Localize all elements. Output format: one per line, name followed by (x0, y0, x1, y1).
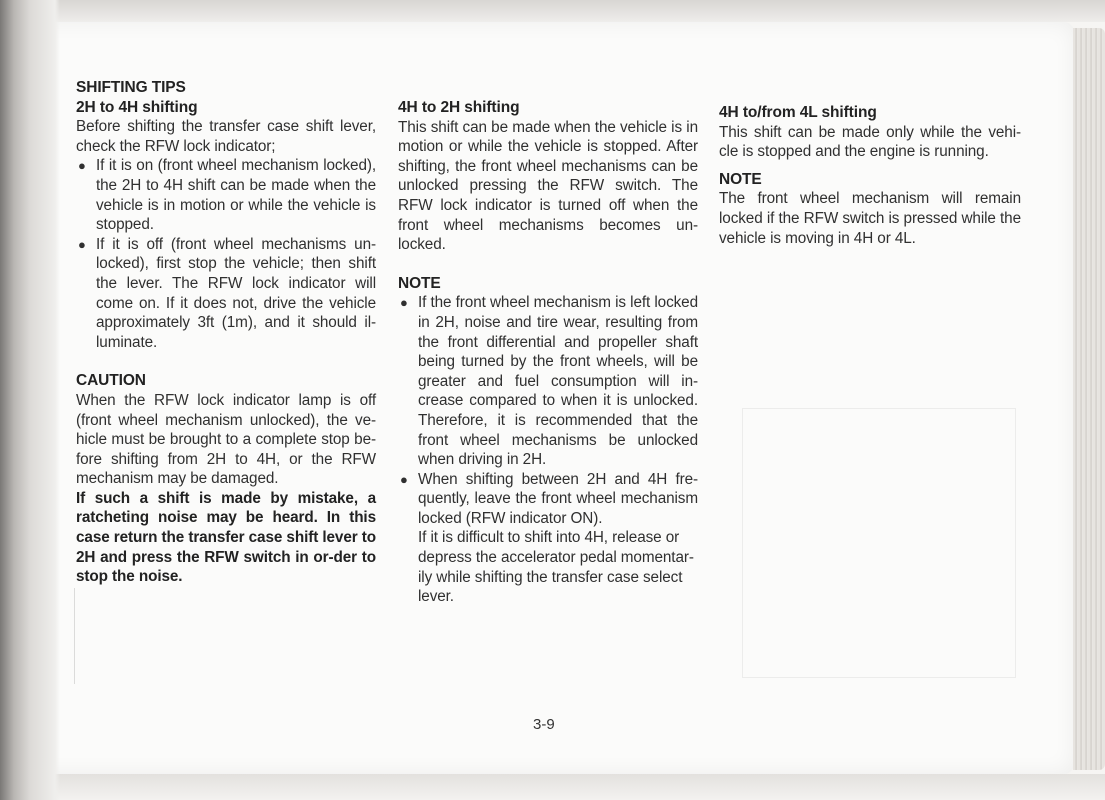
column-right (719, 103, 1021, 248)
caution-bold-text: If such a shift is made by mistake, a ratcheting noise may be heard. In this case return the transfer case shift lever to 2H and press the RFW switch in or-der to stop the noise. (76, 489, 376, 586)
heading-4h-to-2h: 4H to 2H shifting (398, 99, 520, 116)
bullet-icon: ● (400, 295, 408, 311)
list-item: ● If the front wheel mechanism is left locked in 2H, noise and tire wear, resulting from the front differential and propeller shaft being turned by the front wheels, will be greater and fuel consumption will in-crease compared to when it is unlocked. Therefore, it is recommended that the front wheel mechanisms be unlocked when driving in 2H. (400, 294, 698, 469)
column-rule (74, 588, 75, 684)
page-edges (1073, 28, 1105, 770)
top-scan-shadow (0, 0, 1105, 22)
intro-text: Before shifting the transfer case shift lever, check the RFW lock indicator; (76, 118, 376, 155)
bottom-scan-shadow (0, 774, 1105, 800)
note-title: NOTE (398, 274, 441, 292)
bullet-list (76, 156, 376, 352)
bleed-through-figure (742, 408, 1016, 678)
bullet-icon: ● (78, 236, 86, 252)
note-bullet-list (398, 293, 698, 528)
list-item: ● If it is on (front wheel mechanism locked), the 2H to 4H shift can be made when the vehicle is in motion or while the vehicle is stopped. (78, 157, 376, 234)
note-text: The front wheel mechanism will remain locked if the RFW switch is pressed while the vehicle is moving in 4H or 4L. (719, 190, 1021, 247)
binding-shadow (0, 0, 60, 800)
column-left (76, 78, 376, 587)
caution-title: CAUTION (76, 372, 146, 390)
bullet-icon: ● (400, 471, 408, 487)
body-text: This shift can be made only while the vehi-cle is stopped and the engine is running. (719, 123, 1021, 161)
list-item: ● When shifting between 2H and 4H fre-quently, leave the front wheel mechanism locked (RFW indicator ON). (400, 470, 698, 527)
section-title: SHIFTING TIPS (76, 79, 186, 96)
note-extra-text: If it is difficult to shift into 4H, release or depress the accelerator pedal momentar-ily while shifting the transfer case select lever. (418, 529, 694, 606)
column-middle (398, 98, 698, 607)
body-text: This shift can be made when the vehicle is in motion or while the vehicle is stopped. After shifting, the front wheel mechanisms can be unlocked pressing the RFW switch. The RFW lock indicator is turned off when the front wheel mechanisms becomes un-locked. (398, 118, 698, 254)
bullet-icon: ● (78, 158, 86, 174)
page-number: 3-9 (533, 716, 555, 733)
heading-4h-4l: 4H to/from 4L shifting (719, 104, 877, 121)
heading-2h-to-4h: 2H to 4H shifting (76, 98, 198, 116)
note-title: NOTE (719, 170, 762, 188)
list-item: ● If it is off (front wheel mechanisms un-locked), first stop the vehicle; then shift the lever. The RFW lock indicator will come on. If it does not, drive the vehicle approximately 3ft (1m), and it should il-luminate. (78, 235, 376, 351)
caution-text: When the RFW lock indicator lamp is off (front wheel mechanism unlocked), the ve-hicle must be brought to a complete stop be-fore shifting from 2H to 4H, or the RFW mechanism may be damaged. (76, 391, 376, 488)
